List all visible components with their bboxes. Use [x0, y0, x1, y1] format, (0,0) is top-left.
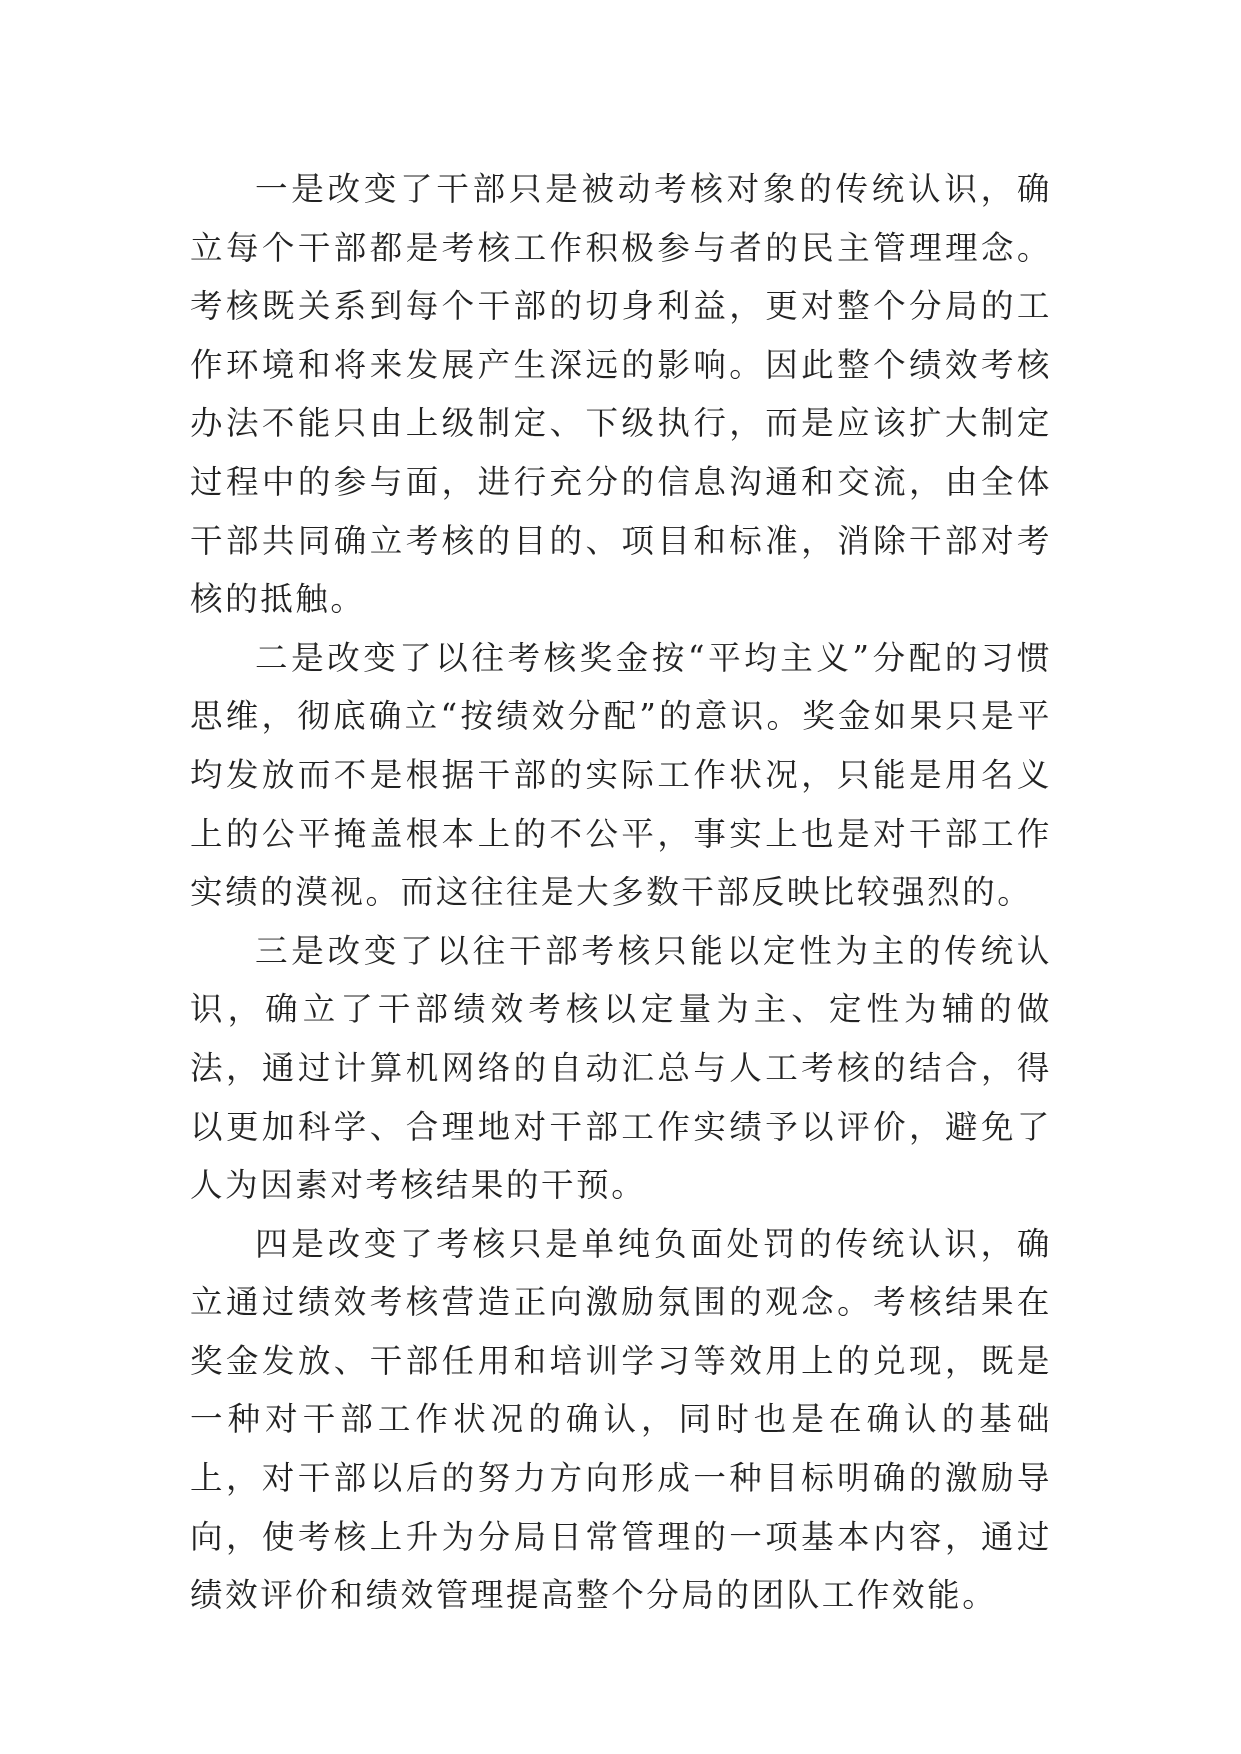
paragraph-1: 一是改变了干部只是被动考核对象的传统认识，确立每个干部都是考核工作积极参与者的民主管理理念。考核既关系到每个干部的切身利益，更对整个分局的工作环境和将来发展产生深远的影响。因此整个绩效考核办法不能只由上级制定、下级执行，而是应该扩大制定过程中的参与面，进行充分的信息沟通和交流，由全体干部共同确立考核的目的、项目和标准，消除干部对考核的抵触。 [190, 170, 1052, 619]
paragraph-3: 三是改变了以往干部考核只能以定性为主的传统认识，确立了干部绩效考核以定量为主、定性为辅的做法，通过计算机网络的自动汇总与人工考核的结合，得以更加科学、合理地对干部工作实绩予以评价，避免了人为因素对考核结果的干预。 [190, 931, 1052, 1205]
body-text [190, 160, 1052, 1625]
paragraph-4: 四是改变了考核只是单纯负面处罚的传统认识，确立通过绩效考核营造正向激励氛围的观念。考核结果在奖金发放、干部任用和培训学习等效用上的兑现，既是一种对干部工作状况的确认，同时也是在确认的基础上，对干部以后的努力方向形成一种目标明确的激励导向，使考核上升为分局日常管理的一项基本内容，通过绩效评价和绩效管理提高整个分局的团队工作效能。 [190, 1224, 1052, 1615]
paragraph-2: 二是改变了以往考核奖金按“平均主义”分配的习惯思维，彻底确立“按绩效分配”的意识。奖金如果只是平均发放而不是根据干部的实际工作状况，只能是用名义上的公平掩盖根本上的不公平，事实上也是对干部工作实绩的漠视。而这往往是大多数干部反映比较强烈的。 [190, 638, 1052, 912]
